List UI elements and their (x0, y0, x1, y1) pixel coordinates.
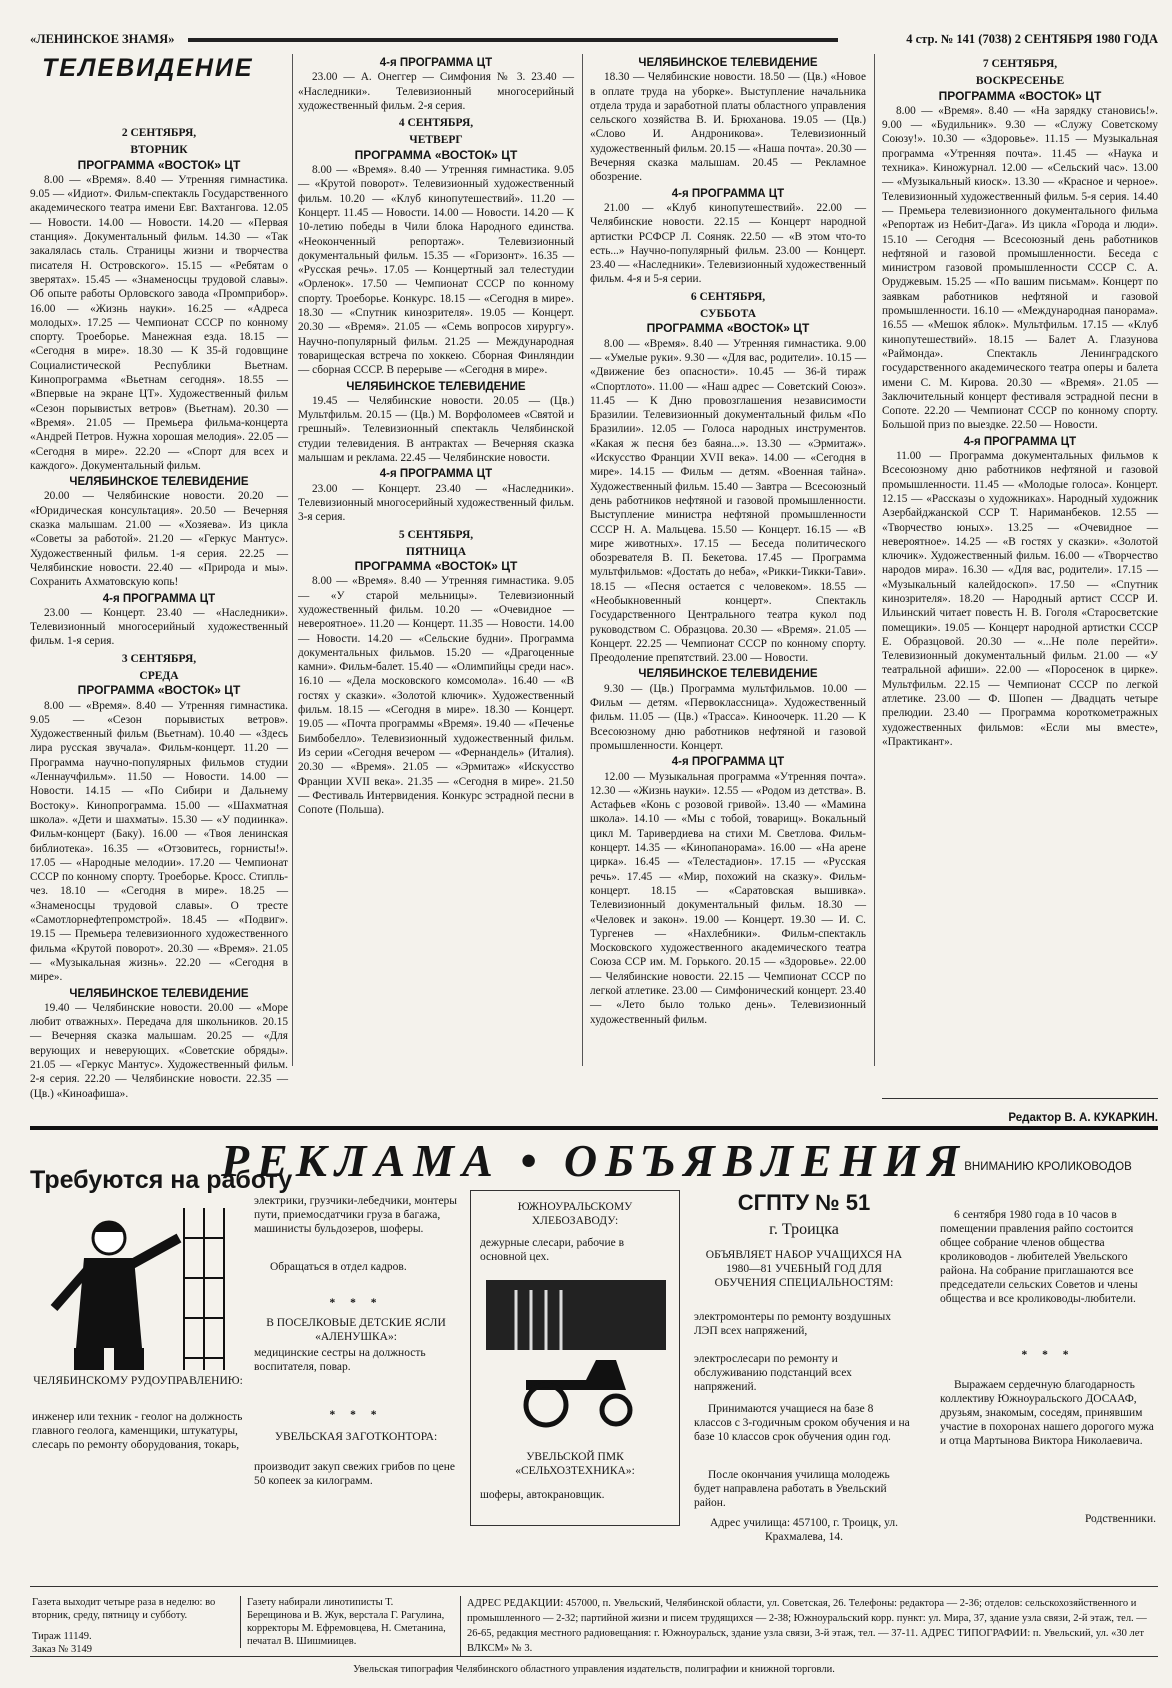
bakery-title: ЮЖНОУРАЛЬСКОМУ ХЛЕБОЗАВОДУ: (517, 1201, 633, 1227)
program-listing: 8.00 — «Время». 8.40 — Утренняя гимнастика. 9.05 — «Идиот». Фильм-спектакль Государственного академического театра имени Евг. Вахтангова. 12.05 — Новости. 14.00 — Новости. 14.20 — «Первая станция». Документальный фильм. 14.30 — «Так закалялась сталь. Страницы жизни и творчества писателя Н. Островского». 15.15 — «Ребятам о зверятах». 15.45 — «Знаменосцы трудовой славы». Об опыте работы Орловского завода «Промприбор». 16.00 — «Жизнь науки». 16.25 — «Адреса молодых». 17.25 — Чемпионат СССР по конному спорту. Троеборье. Манежная езда. 18.15 — «Сегодня в мире». 18.30 — К 35-й годовщине Социалистической Республики Вьетнам. Кинопрограмма «Вьетнам сегодня». 18.55 — «Впервые на экране ЦТ». Художественный фильм «Сезон порывистых ветров» (Вьетнам). 20.30 — «Время». 21.05 — Премьера фильма-концерта «Андрей Петров. Нужна хорошая мелодия». 22.05 — «Сегодня в мире». 22.20 — «Спорт для всех и каждого». Документальный фильм. (30, 173, 288, 472)
editor-signature: Редактор В. А. КУКАРКИН. (1008, 1112, 1158, 1124)
tv-column-4 (882, 54, 1158, 1054)
program-listing: 23.00 — Концерт. 23.40 — «Наследники». Телевизионный многосерийный художественный фильм. 1-я серия. (30, 606, 288, 648)
rabbit-title: ВНИМАНИЮ КРОЛИКОВОДОВ (964, 1161, 1132, 1173)
school-city: г. Троицка (769, 1221, 839, 1238)
day-date: 3 СЕНТЯБРЯ, (121, 652, 197, 665)
nursery-text: медицинские сестры на должность воспитателя, повар. (254, 1347, 426, 1373)
day-date: 4 СЕНТЯБРЯ, (398, 117, 474, 130)
newspaper-name: «ЛЕНИНСКОЕ ЗНАМЯ» (30, 32, 175, 46)
footer-staff: Газету набирали линотиписты Т. Берещинова и В. Жук, верстала Г. Рагулина, корректоры М. Ефремовцева, Н. Сметанина, печатал В. Шишмиицев. (240, 1596, 446, 1648)
program-title: ПРОГРАММА «ВОСТОК» ЦТ (938, 88, 1102, 103)
program-listing: 18.30 — Челябинские новости. 18.50 — (Цв.) «Новое в оплате труда на уборке». Выступление начальника отдела труда и заработной платы областного управления сельского хозяйства В. И. Брюханова. 19.05 — (Цв.) «Слово И. Андроникова». Телевизионный художественный фильм. 20.15 — «Наша почта». 20.30 — Вечерняя сказка малышам. 20.45 — Рекламное обозрение. (590, 71, 866, 184)
program-title: ЧЕЛЯБИНСКОЕ ТЕЛЕВИДЕНИЕ (69, 987, 249, 1000)
jobs-title: Требуются на работу (30, 1166, 293, 1194)
tv-column-2 (298, 54, 574, 1070)
nursery-title: В ПОСЕЛКОВЫЕ ДЕТСКИЕ ЯСЛИ «АЛЕНУШКА»: (266, 1317, 446, 1343)
issue-info: 4 стр. № 141 (7038) 2 СЕНТЯБРЯ 1980 ГОДА (906, 32, 1158, 46)
program-listing: 20.00 — Челябинские новости. 20.20 — «Юридическая консультация». 20.50 — Вечерняя сказка малышам. 21.00 — «Хозяева». Из цикла «Советы за работой». 21.20 — «Геркус Мантус». Художественный фильм. 1-я серия. 22.25 — Челябинские новости. 22.40 — «Природа и мы». Сохранить Ахматовскую копь! (30, 490, 288, 589)
tv-column-1 (30, 54, 288, 1100)
masthead (30, 32, 1158, 48)
school-terms: Принимаются учащиеся на базе 8 классов с 3-годичным сроком обучения и на базе 10 классов срок обучения один год. (694, 1403, 910, 1443)
program-listing: 8.00 — «Время». 8.40 — «На зарядку становись!». 9.00 — «Будильник». 9.30 — «Служу Советскому Союзу!». 10.30 — «Здоровье». 11.15 — Музыкальная программа «Утренняя почта». 11.45 — «Наука и техника». Киножурнал. 12.00 — «Сельский час». 13.00 — «Музыкальный киоск». 13.30 — «Красное и черное». Телевизионный художественный фильм. 5-я серия. 14.40 — Премьера телевизионного документального фильма «Репортаж из Небит-Дага». Из цикла «Города и люди». 15.10 — Сегодня — Всесоюзный день работников нефтяной и газовой промышленности. Беседа с министром газовой промышленности СССР С. А. Оруджевым. 15.25 — «По вашим письмам». Концерт по заявкам работников нефтяной и газовой промышленности. 16.10 — «Международная панорама». 16.55 — «Мешок яблок». Мультфильм. 17.15 — «Клуб кинопутешествий». 18.15 — Балет А. Глазунова «Раймонда». Спектакль Ленинградского государственного академического театра оперы и балета имени С. М. Кирова. 20.30 — «Время». 21.05 — Заключительный концерт фестиваля эстрадной песни в Сопоте. 22.20 — Чемпионат СССР по конному спорту. Большой приз по выездке. 22.50 — Новости. (882, 104, 1158, 432)
program-listing: 23.00 — Концерт. 23.40 — «Наследники». Телевизионный многосерийный художественный фильм. 3-я серия. (298, 482, 574, 524)
program-title: ЧЕЛЯБИНСКОЕ ТЕЛЕВИДЕНИЕ (346, 380, 526, 393)
day-name: ЧЕТВЕРГ (409, 134, 463, 147)
masthead-rule (188, 38, 838, 42)
hr-contact: Обращаться в отдел кадров. (270, 1261, 407, 1273)
mine-org: ЧЕЛЯБИНСКОМУ РУДОУПРАВЛЕНИЮ: (33, 1375, 243, 1387)
program-listing: 8.00 — «Время». 8.40 — Утренняя гимнастика. 9.05 — «Крутой поворот». Телевизионный художественный фильм. 10.20 — «Клуб кинопутешествий». 11.20 — Концерт. 11.45 — Новости. 14.00 — Новости. 14.20 — К 10-летию победы в Чили блока Народного единства. «Неоконченный репортаж». Телевизионный документальный фильм. 15.35 — «Горизонт». 16.35 — «Русская речь». 17.05 — Концертный зал телестудии «Орленок». 17.50 — Чемпионат СССР по конному спорту. Троеборье. Конкурс. 18.15 — «Сегодня в мире». 18.30 — «Спутник кинозрителя». 19.05 — Концерт. 20.30 — «Время». 21.05 — «Семь вопросов хирургу». Научно-популярный фильм. 21.25 — Международная товарищеская встреча по хоккею. Сборная Финляндии — сборная СССР. В перерыве — «Сегодня в мире». (298, 164, 574, 377)
program-listing: 9.30 — (Цв.) Программа мультфильмов. 10.00 — Фильм — детям. «Первоклассница». Художественный фильм. 11.05 — (Цв.) «Трасса». Киноочерк. 11.20 — К Всесоюзному дню работников нефтяной и газовой промышленности. Концерт. (590, 682, 866, 752)
program-title: 4-я ПРОГРАММА ЦТ (671, 187, 785, 200)
program-listing: 8.00 — «Время». 8.40 — Утренняя гимнастика. 9.05 — «У старой мельницы». Телевизионный художественный фильм. 10.20 — «Очевидное — невероятное». 11.20 — Концерт. 11.35 — Новости. 14.00 — Новости. 14.20 — «Сельские будни». Программа документальных фильмов. 15.20 — «Драгоценные камни». Фильм-балет. 15.40 — «Олимпийцы среди нас». 16.10 — «Дела московского комсомола». 16.40 — «В гостях у сказки». «Золотой ключик». Художественный фильм. 18.15 — «Сегодня в мире». 18.30 — Концерт. 19.05 — «Почта программы «Время». 19.40 — «Печенье Бимбобелло». Телевизионный художественный фильм. Из серии «Сегодня вечером — «Фернандель» (Италия). 20.30 — «Время». 21.05 — «Эрмитаж» «Искусство Франции XVII века». 21.35 — «Сегодня в мире». 21.50 — Фестиваль Интервидения. Конкурс эстрадной песни в Сопоте (Польша). (298, 575, 574, 817)
day-date: 6 СЕНТЯБРЯ, (690, 290, 766, 303)
footer-address: АДРЕС РЕДАКЦИИ: 457000, п. Увельский, Челябинской области, ул. Советская, 26. Телефоны: редактора — 2-36; отделов: сельскохозяйственного и промышленного — 2-32; партийной жизни и писем трудящихся — 2-38; Южноуральский корр. пункт: ул. Мира, 37, здание узла связи, 2-й этаж, тел. — 26-65, редакция местного радиовещания: г. Южноуральск, здание узла связи, 3-й этаж, тел. — 37-11. АДРЕС ТИПОГРАФИИ: п. Увельский, ул. «30 лет ВЛКСМ» № 3. (460, 1596, 1158, 1656)
school-announce: ОБЪЯВЛЯЕТ НАБОР УЧАЩИХСЯ НА 1980—81 УЧЕБНЫЙ ГОД ДЛЯ ОБУЧЕНИЯ СПЕЦИАЛЬНОСТЯМ: (705, 1249, 903, 1289)
tv-column-3 (590, 54, 866, 1070)
program-title: ПРОГРАММА «ВОСТОК» ЦТ (77, 683, 241, 698)
publication-schedule: Газета выходит четыре раза в неделю: во вторник, среду, пятницу и субботу. (32, 1597, 216, 1621)
column-divider (582, 54, 583, 1066)
footer-schedule (32, 1596, 228, 1656)
footer-rule (30, 1656, 1158, 1657)
jobs-list: электрики, грузчики-лебедчики, монтеры пути, приемосдатчики груза в багажа, машинисты бульдозеров, шоферы. (254, 1195, 458, 1235)
day-date: 2 СЕНТЯБРЯ, (121, 127, 197, 139)
program-title: 4-я ПРОГРАММА ЦТ (379, 57, 493, 69)
day-name: ВОСКРЕСЕНЬЕ (975, 75, 1065, 88)
column-divider (874, 54, 875, 1066)
program-title: ЧЕЛЯБИНСКОЕ ТЕЛЕВИДЕНИЕ (638, 668, 818, 681)
program-listing: 21.00 — «Клуб кинопутешествий». 22.00 — Челябинские новости. 22.15 — Концерт народной артистки РСФСР Л. Сояняк. 22.50 — «В этом что-то есть...» Научно-популярный фильм. 23.00 — Концерт. 23.40 — «Наследники». Телевизионный художественный фильм. 4-я и 5-я серии. (590, 201, 866, 286)
thanks-text: Выражаем сердечную благодарность коллективу Южноуральского ДОСААФ, друзьям, знакомым, соседям, принявшим участие в похоронах нашего дорогого мужа и отца Мартынова Виктора Николаевича. (940, 1379, 1154, 1447)
program-title: ПРОГРАММА «ВОСТОК» ЦТ (354, 147, 518, 162)
program-listing: 19.40 — Челябинские новости. 20.00 — «Море любит отважных». Передача для школьников. 20.15 — Вечерняя сказка малышам. 20.25 — «Для верующих и неверующих. «Советские обряды». 21.05 — «Геркус Мантус». Художественный фильм. 2-я серия. 22.20 — Челябинские новости. 22.35 — (Цв.) «Киноафиша». (30, 1001, 288, 1100)
circulation: Тираж 11149. (32, 1631, 92, 1642)
program-listing: 19.45 — Челябинские новости. 20.05 — (Цв.) Мультфильм. 20.15 — (Цв.) М. Ворфоломеев «Святой и грешный». Телевизионный спектакль Челябинской студии телевидения. В антрактах — Вечерняя сказка малышам и реклама. 22.45 — Челябинские новости. (298, 394, 574, 465)
worker-illustration (34, 1208, 234, 1370)
program-listing: 23.00 — А. Онеггер — Симфония № 3. 23.40 — «Наследники». Телевизионный многосерийный художественный фильм. 2-я серия. (298, 71, 574, 112)
school-after: После окончания училища молодежь будет направлена работать в Увельский район. (694, 1469, 890, 1509)
separator: * * * (1021, 1349, 1075, 1361)
ads-banner: РЕКЛАМА • ОБЪЯВЛЕНИЯ (30, 1126, 1158, 1188)
office-text: производит закуп свежих грибов по цене 50 копеек за килограмм. (254, 1461, 455, 1487)
order-number: Заказ № 3149 (32, 1644, 92, 1655)
mine-jobs: инженер или техник - геолог на должность главного геолога, каменщики, штукатуры, слесарь по ремонту оборудования, токарь, (32, 1411, 243, 1451)
day-date: 5 СЕНТЯБРЯ, (398, 528, 474, 541)
program-title: ПРОГРАММА «ВОСТОК» ЦТ (77, 157, 241, 172)
school-title: СГПТУ № 51 (737, 1190, 871, 1215)
day-name: СУББОТА (699, 308, 757, 321)
bakery-text: дежурные слесари, рабочие в основной цех. (480, 1237, 625, 1263)
day-name: ВТОРНИК (130, 144, 188, 157)
day-date: 7 СЕНТЯБРЯ, (982, 58, 1058, 70)
day-name: ПЯТНИЦА (405, 545, 467, 558)
office-title: УВЕЛЬСКАЯ ЗАГОТКОНТОРА: (274, 1431, 438, 1443)
program-listing: 8.00 — «Время». 8.40 — Утренняя гимнастика. 9.00 — «Умелые руки». 9.30 — «Для вас, родители». 10.15 — «Движение без опасности». 10.45 — 36-й тираж «Спортлото». 11.00 — «Наш адрес — Советский Союз». 11.45 — К Дню провозглашения независимости Бразилии. Телевизионный документальный фильм «По Бразилии». 12.05 — Голоса народных инструментов. «Какая ж песня без баяна...». 13.30 — «Эрмитаж». «Искусство Франции XVII века». 14.00 — «Сегодня в мире». 14.15 — Фильм — детям. «Военная тайна». Художественный фильм. 15.40 — Завтра — Всесоюзный день работников нефтяной и газовой промышленности. Выступление министра нефтяной промышленности СССР Н. А. Мальцева. 15.50 — Концерт. 16.15 — «В мире животных». 17.15 — Беседа политического обозревателя В. П. Бекетова. 17.45 — Программа мультфильмов: «Достать до неба», «Рикки-Тикки-Тави». 18.15 — «Песня остается с человеком». 18.55 — «Необыкновенный концерт». Спектакль Государственного Центрального театра кукол под руководством С. Образцова. 20.30 — «Время». 21.05 — Концерт. 22.25 — Чемпионат СССР по конному спорту. Преодоление препятствий. 23.00 — Новости. (590, 337, 866, 665)
school-specialty: электрослесари по ремонту и обслуживанию подстанций всех напряжений. (694, 1353, 852, 1393)
separator: * * * (329, 1409, 383, 1421)
footer-rule (30, 1586, 1158, 1587)
program-title: 4-я ПРОГРАММА ЦТ (379, 468, 493, 481)
column-divider (292, 54, 293, 1066)
editor-rule (882, 1098, 1158, 1099)
printer-info: Увельская типография Челябинского областного управления издательств, полиграфии и книжной торговли. (353, 1664, 835, 1675)
program-title: ЧЕЛЯБИНСКОЕ ТЕЛЕВИДЕНИЕ (638, 57, 818, 69)
program-title: 4-я ПРОГРАММА ЦТ (102, 592, 216, 605)
program-title: 4-я ПРОГРАММА ЦТ (963, 435, 1077, 448)
program-title: ЧЕЛЯБИНСКОЕ ТЕЛЕВИДЕНИЕ (69, 476, 249, 489)
school-specialty: электромонтеры по ремонту воздушных ЛЭП всех напряжений, (694, 1311, 891, 1337)
tractor-illustration (486, 1280, 666, 1440)
pmk-text: шоферы, автокрановщик. (480, 1489, 605, 1501)
thanks-sign: Родственники. (1084, 1513, 1156, 1525)
program-listing: 11.00 — Программа документальных фильмов к Всесоюзному дню работников нефтяной и газовой промышленности. 11.45 — «Молодые голоса». Концерт. 12.15 — «Рассказы о художниках». Народный художник Азербайджанской ССР Т. Нариманбеков. 12.55 — «Творчество юных». 13.25 — «Очевидное — невероятное». 14.25 — «В гостях у сказки». «Золотой ключик». Художественный фильм. 16.00 — «Творчество народов мира». 16.30 — «Для вас, родители». 17.15 — «Музыкальный калейдоскоп». 17.50 — «Спутник кинозрителя». 18.20 — Народный артист СССР И. Ильинский читает повесть Н. В. Гоголя «Старосветские помещики». 19.05 — Концерт народной артистки СССР Е. Образцовой. 20.30 — «...Не поле перейти». Телевизионный документальный фильм. 21.00 — «У театральной афиши». 22.00 — «Поросенок в цирке». Мультфильм. 22.15 — Чемпионат СССР по легкой атлетике. 23.00 — Ф. Шопен — Двадцать четыре прелюдии. 23.40 — Программа короткометражных художественных фильмов: «Если мы вместе», «Практикант». (882, 450, 1158, 748)
program-listing: 8.00 — «Время». 8.40 — Утренняя гимнастика. 9.05 — «Сезон порывистых ветров». Художественный фильм (Вьетнам). 10.40 — «Здесь лира русская звучала». Фильм-концерт. 11.20 — Программа научно-популярных фильмов студии «Леннаучфильм». 11.50 — Новости. 14.00 — Новости. 14.15 — «По Сибири и Дальнему Востоку». Кинопрограмма. 15.00 — «Шахматная школа». «Дети и шахматы». 15.30 — «У подиинка». Фильм-концерт (Баку). 16.00 — «Твоя ленинская библиотека». 16.35 — «Отзовитесь, горнисты!». 17.05 — «Народные мелодии». 17.20 — Чемпионат СССР по конному спорту. Троеборье. Кросс. Стипль-чез. 18.10 — «Сегодня в мире». 18.25 — «Знаменосцы трудовой славы». О тресте «Самотлорнефтепромстрой». 18.45 — «Подвиг». 19.15 — Премьера телевизионного художественного фильма «Крутой поворот». 20.30 — «Время». 21.05 — «Музыкальная жизнь». 22.20 — «Сегодня в мире». (30, 699, 288, 984)
program-listing: 12.00 — Музыкальная программа «Утренняя почта». 12.30 — «Жизнь науки». 12.55 — «Родом из детства». В. Астафьев «Конь с розовой гривой». 13.40 — «Мамина школа». 14.10 — «Мы с тобой, товарищ». Вокальный цикл М. Таривердиева на стихи М. Светлова. Фильм-концерт. 14.35 — «Кинопанорама». 16.00 — «На арене цирка». 16.45 — «Телестадион». 17.15 — «Русская речь». 17.45 — «Мир, похожий на сказку». Фильм-концерт. 18.15 — «Саратовская вышивка». Телевизионный документальный фильм. 18.30 — «Человек и закон». 19.00 — Концерт. 19.30 — И. С. Тургенев — «Нахлебники». Фильм-спектакль Московского художественного академического театра Союза ССР им. М. Горького. 20.15 — «Здоровье». 22.00 — Челябинские новости. 22.15 — Чемпионат СССР по легкой атлетике. 23.00 — Симфонический концерт. 23.40 — «Лето было только день». Телевизионный художественный фильм. (590, 770, 866, 1026)
school-address: Адрес училища: 457100, г. Троицк, ул. Крахмалева, 14. (710, 1517, 898, 1543)
day-name: СРЕДА (139, 669, 179, 682)
program-title: ПРОГРАММА «ВОСТОК» ЦТ (354, 559, 518, 574)
program-title: ПРОГРАММА «ВОСТОК» ЦТ (646, 321, 810, 336)
tv-title: ТЕЛЕВИДЕНИЕ (42, 54, 254, 82)
rabbit-text: 6 сентября 1980 года в 10 часов в помещении правления райпо состоится общее собрание членов общества кролиководов - любителей Увельского района. На собрание приглашаются все председатели сельских Советов и члены общества и все кролиководы-любители. (940, 1209, 1138, 1305)
pmk-title: УВЕЛЬСКОЙ ПМК «СЕЛЬХОЗТЕХНИКА»: (515, 1451, 635, 1477)
program-title: 4-я ПРОГРАММА ЦТ (671, 756, 785, 769)
separator: * * * (329, 1297, 383, 1309)
